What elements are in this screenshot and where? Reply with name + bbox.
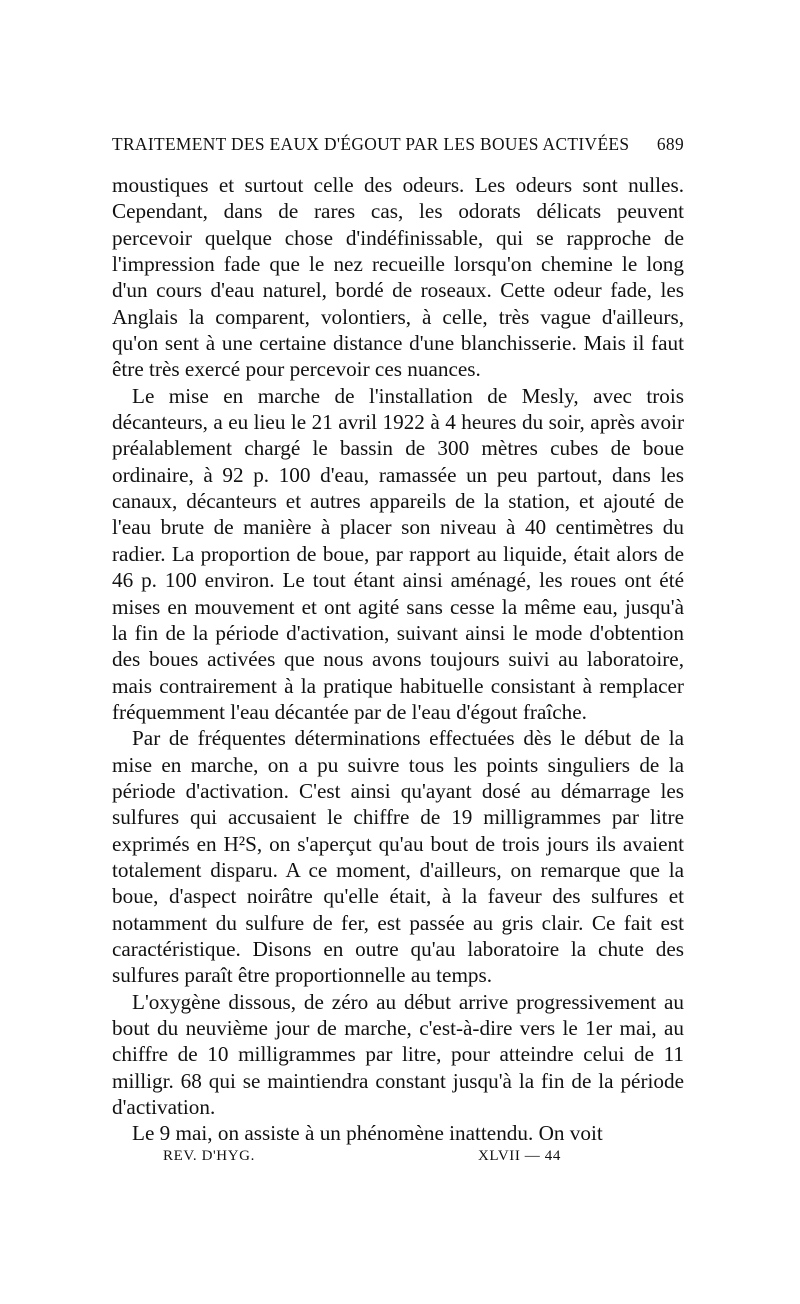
paragraph-mise-en-marche: Le mise en marche de l'installation de Mesly, avec trois décanteurs, a eu lieu le 21 avril 1922 à 4 heures du soir, après avoir préalablement chargé le bassin de 300 mètres cubes de boue ordinaire, à 92 p. 100 d'eau, ramassée un peu partout, dans les canaux, décanteurs et autres appareils de la station, et ajouté de l'eau brute de manière à placer son niveau à 40 centimètres du radier. La proportion de boue, par rapport au liquide, était alors de 46 p. 100 environ. Le tout étant ainsi aménagé, les roues ont été mises en mouvement et ont agité sans cesse la même eau, jusqu'à la fin de la période d'activation, suivant ainsi le mode d'obtention des boues activées que nous avons toujours suivi au laboratoire, mais contrairement à la pratique habituelle consistant à remplacer fréquemment l'eau décantée par de l'eau d'égout fraîche. bbox=[112, 383, 684, 724]
footer-signature: XLVII — 44 bbox=[478, 1148, 561, 1164]
running-head-title: TRAITEMENT DES EAUX D'ÉGOUT PAR LES BOUES ACTIVÉES bbox=[112, 134, 630, 154]
paragraph-oxygene: L'oxygène dissous, de zéro au début arrive progressivement au bout du neuvième jour de marche, c'est-à-dire vers le 1er mai, au chiffre de 10 milligrammes par litre, pour atteindre celui de 11 milligr. 68 qui se maintiendra constant jusqu'à la fin de la période d'activation. bbox=[112, 989, 684, 1120]
page-number: 689 bbox=[656, 134, 684, 154]
paragraph-continuation: moustiques et surtout celle des odeurs. Les odeurs sont nulles. Cependant, dans de rares cas, les odorats délicats peuvent percevoir quelque chose d'indéfinissable, qui se rapproche de l'impression fade que le nez recueille lorsqu'on chemine le long d'un cours d'eau naturel, bordé de roseaux. Cette odeur fade, les Anglais la comparent, volontiers, à celle, très vague d'ailleurs, qu'on sent à une certaine distance d'une blanchisserie. Mais il faut être très exercé pour percevoir ces nuances. bbox=[112, 173, 684, 382]
paragraph-9-mai: Le 9 mai, on assiste à un phénomène inattendu. On voit bbox=[132, 1121, 603, 1146]
body-text bbox=[112, 172, 684, 1147]
paragraph-determinations: Par de fréquentes déterminations effectuées dès le début de la mise en marche, on a pu suivre tous les points singuliers de la période d'activation. C'est ainsi qu'ayant dosé au démarrage les sulfures qui accusaient le chiffre de 19 milligrammes par litre exprimés en H²S, on s'aperçut qu'au bout de trois jours ils avaient totalement disparu. A ce moment, d'ailleurs, on remarque que la boue, d'aspect noirâtre qu'elle était, à la faveur des sulfures et notamment du sulfure de fer, est passée au gris clair. Ce fait est caractéristique. Disons en outre qu'au laboratoire la chute des sulfures paraît être proportionnelle au temps. bbox=[112, 726, 684, 988]
footer-journal: REV. D'HYG. bbox=[163, 1148, 255, 1164]
